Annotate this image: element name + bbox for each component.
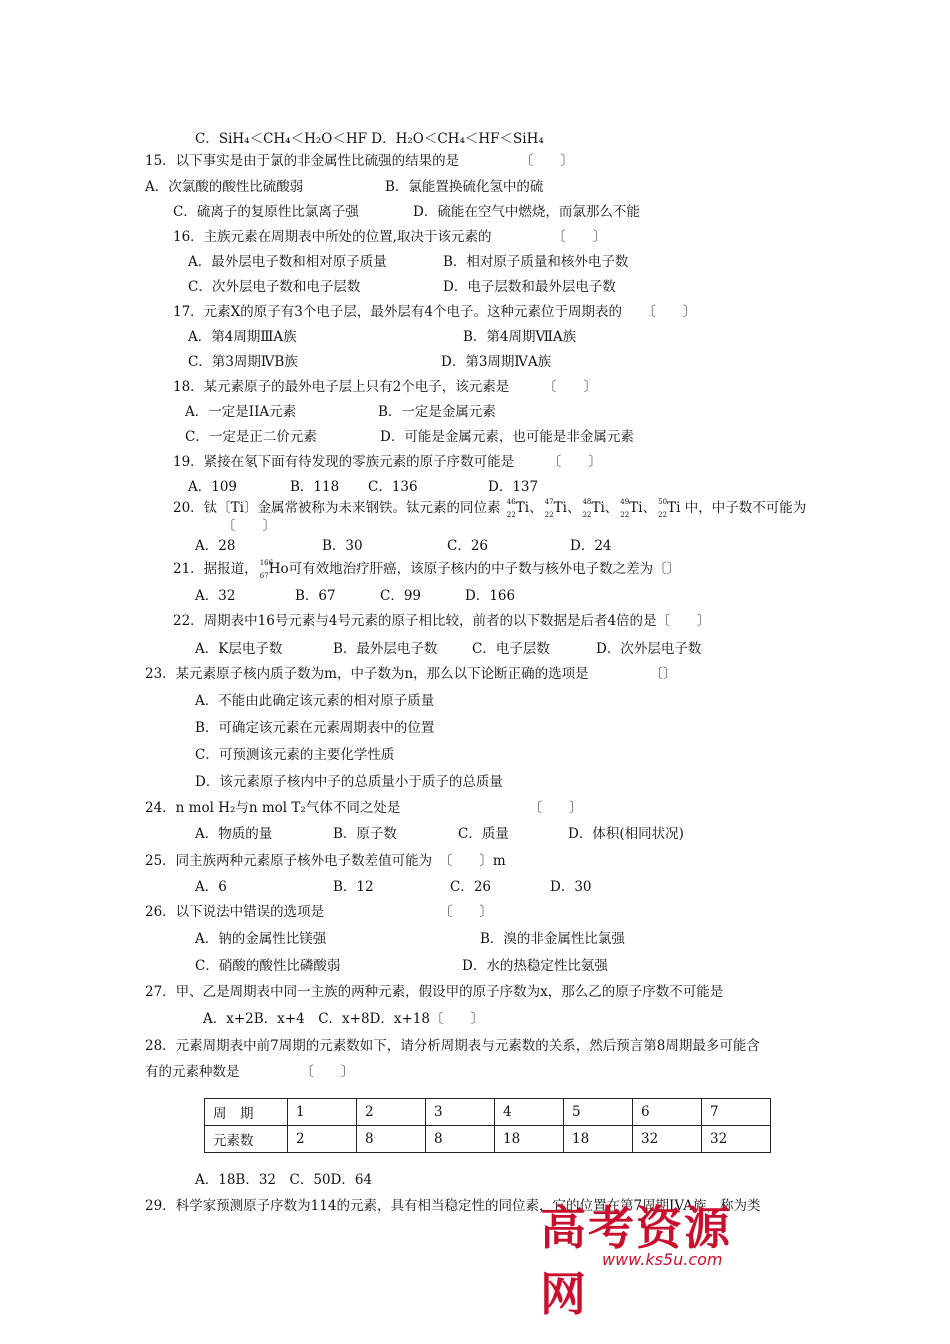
q21-stem-post: 可有效地治疗肝癌，该原子核内的中子数与核外电子数之差为〔〕 (288, 561, 681, 577)
q19-option-c: C．136 (368, 479, 418, 495)
q20-stem (173, 499, 806, 517)
q18-stem: 18．某元素原子的最外电子层上只有2个电子，该元素是 〔 〕 (173, 379, 598, 395)
q23-option-d: D．该元素原子核内中子的总质量小于质子的总质量 (195, 774, 503, 790)
q22-option-d: D．次外层电子数 (596, 641, 702, 657)
q15-option-c: C．硫离子的复原性比氯离子强 (173, 204, 359, 220)
q18-option-d: D．可能是金属元素，也可能是非金属元素 (380, 429, 634, 445)
q22-option-b: B．最外层电子数 (333, 641, 438, 657)
q28-stem: 28．元素周期表中前7周期的元素数如下，请分析周期表与元素数的关系，然后预言第8周期最多可能含 (145, 1038, 760, 1054)
isotope-separator: 、 (604, 500, 619, 516)
q16-stem: 16．主族元素在周期表中所处的位置,取决于该元素的 〔 〕 (173, 229, 607, 245)
q16-option-b: B．相对原子质量和核外电子数 (443, 254, 629, 270)
q20-isotope-list (505, 498, 681, 519)
q27-stem: 27．甲、乙是周期表中同一主族的两种元素，假设甲的原子序数为x，那么乙的原子序数不可能是 (145, 984, 724, 1000)
ti-isotope: 50 22 Ti (658, 498, 681, 519)
q20-option-c: C．26 (447, 538, 489, 554)
isotope-separator: 、 (529, 500, 543, 516)
q21-option-c: C．99 (380, 588, 422, 604)
q21-option-b: B．67 (295, 588, 336, 604)
watermark-logo (540, 1192, 740, 1321)
q23-option-a: A．不能由此确定该元素的相对原子质量 (195, 693, 435, 709)
table-row (205, 1099, 771, 1126)
table-cell: 4 (495, 1099, 564, 1126)
table-cell: 18 (495, 1126, 564, 1153)
q18-option-c: C．一定是正二价元素 (185, 429, 317, 445)
q26-stem: 26．以下说法中错误的选项是 〔 〕 (145, 904, 493, 920)
table-cell: 2 (357, 1099, 426, 1126)
q16-option-d: D．电子层数和最外层电子数 (443, 279, 616, 295)
q25-option-d: D．30 (550, 879, 592, 895)
q25-stem: 25．同主族两种元素原子核外电子数差值可能为 〔 〕m (145, 853, 506, 869)
ti-isotope: 49 22 Ti (620, 498, 643, 519)
q27-options: A．x+2B．x+4 C．x+8D．x+18〔 〕 (203, 1011, 484, 1027)
q24-option-d: D．体积(相同状况) (568, 826, 684, 842)
q25-option-a: A．6 (195, 879, 227, 895)
q25-option-c: C．26 (450, 879, 492, 895)
q18-option-b: B．一定是金属元素 (378, 404, 496, 420)
q20-stem-post: 中，中子数不可能为 (684, 500, 807, 516)
q23-stem: 23．某元素原子核内质子数为m，中子数为n，那么以下论断正确的选项是 〔〕 (145, 666, 677, 682)
q16-option-c: C．次外层电子数和电子层数 (188, 279, 361, 295)
q22-stem: 22．周期表中16号元素与4号元素的原子相比较，前者的以下数据是后者4倍的是〔 〕 (173, 613, 711, 629)
q17-option-b: B．第4周期ⅦA族 (463, 329, 577, 345)
q28-options: A．18B．32 C．50D．64 (195, 1172, 373, 1188)
table-cell: 5 (564, 1099, 633, 1126)
q24-option-c: C．质量 (458, 826, 509, 842)
q20-option-b: B．30 (322, 538, 363, 554)
q17-stem: 17．元素X的原子有3个电子层，最外层有4个电子。这种元素位于周期表的 〔 〕 (173, 304, 697, 320)
q17-option-a: A．第4周期ⅢA族 (188, 329, 297, 345)
isotope-separator: 、 (566, 500, 581, 516)
q21-option-a: A．32 (195, 588, 236, 604)
q24-option-a: A．物质的量 (195, 826, 273, 842)
q25-option-b: B．12 (333, 879, 374, 895)
q15-option-d: D．硫能在空气中燃烧，而氯那么不能 (413, 204, 640, 220)
ti-isotope: 48 22 Ti (582, 498, 605, 519)
q15-stem: 15．以下事实是由于氯的非金属性比硫强的结果的是 〔 〕 (145, 153, 574, 169)
q20-option-d: D．24 (570, 538, 612, 554)
q26-option-a: A．钠的金属性比镁强 (195, 931, 327, 947)
q19-option-b: B．118 (290, 479, 340, 495)
table-cell: 1 (288, 1099, 357, 1126)
table-cell: 3 (426, 1099, 495, 1126)
q21-stem (173, 560, 680, 578)
q21-option-d: D．166 (465, 588, 516, 604)
q21-isotope: 166 67 Ho (259, 559, 289, 580)
table-cell: 18 (564, 1126, 633, 1153)
q23-option-c: C．可预测该元素的主要化学性质 (195, 747, 395, 763)
q22-option-a: A．K层电子数 (195, 641, 283, 657)
table-cell: 8 (357, 1126, 426, 1153)
table-header-element-count: 元素数 (205, 1126, 288, 1153)
q14-option-cd: C．SiH₄＜CH₄＜H₂O＜HF D．H₂O＜CH₄＜HF＜SiH₄ (195, 131, 544, 147)
q24-stem: 24．n mol H₂与n mol T₂气体不同之处是 〔 〕 (145, 800, 583, 816)
q19-option-a: A．109 (188, 479, 238, 495)
q20-answer-paren: 〔 〕 (222, 518, 276, 534)
q26-option-d: D．水的热稳定性比氨强 (462, 958, 608, 974)
table-cell: 6 (633, 1099, 702, 1126)
q19-stem: 19．紧接在氡下面有待发现的零族元素的原子序数可能是 〔 〕 (173, 454, 602, 470)
ti-isotope: 47 22 Ti (544, 498, 567, 519)
q17-option-d: D．第3周期ⅣA族 (441, 354, 552, 370)
q21-stem-pre: 21．据报道， (173, 561, 258, 577)
q18-option-a: A．一定是IIA元素 (185, 404, 297, 420)
table-cell: 32 (702, 1126, 771, 1153)
table-cell: 8 (426, 1126, 495, 1153)
isotope-separator: 、 (642, 500, 657, 516)
table-cell: 7 (702, 1099, 771, 1126)
q22-option-c: C．电子层数 (472, 641, 550, 657)
q24-option-b: B．原子数 (333, 826, 397, 842)
q26-option-c: C．硝酸的酸性比磷酸弱 (195, 958, 341, 974)
q15-option-a: A．次氯酸的酸性比硫酸弱 (145, 179, 304, 195)
q17-option-c: C．第3周期ⅣB族 (188, 354, 298, 370)
table-cell: 2 (288, 1126, 357, 1153)
period-element-table (204, 1098, 771, 1153)
q23-option-b: B．可确定该元素在元素周期表中的位置 (195, 720, 435, 736)
table-header-period: 周 期 (205, 1099, 288, 1126)
watermark-url: www.ks5u.com (602, 1250, 723, 1269)
q20-stem-pre: 20．钛〔Ti〕金属常被称为未来钢铁。钛元素的同位素 (173, 500, 501, 516)
watermark-text: 高考资源网 (540, 1201, 732, 1321)
q20-option-a: A．28 (195, 538, 236, 554)
table-cell: 32 (633, 1126, 702, 1153)
table-row (205, 1126, 771, 1153)
q29-stem: 29．科学家预测原子序数为114的元素，具有相当稳定性的同位素，它的位置在第7周期IVA族，称为类 (145, 1198, 761, 1214)
q15-option-b: B．氯能置换硫化氢中的硫 (385, 179, 544, 195)
q19-option-d: D．137 (488, 479, 539, 495)
q28-stem-cont: 有的元素种数是 〔 〕 (145, 1064, 355, 1080)
q26-option-b: B．溴的非金属性比氯强 (480, 931, 625, 947)
ti-isotope: 46 22 Ti (506, 498, 530, 519)
q16-option-a: A．最外层电子数和相对原子质量 (188, 254, 387, 270)
